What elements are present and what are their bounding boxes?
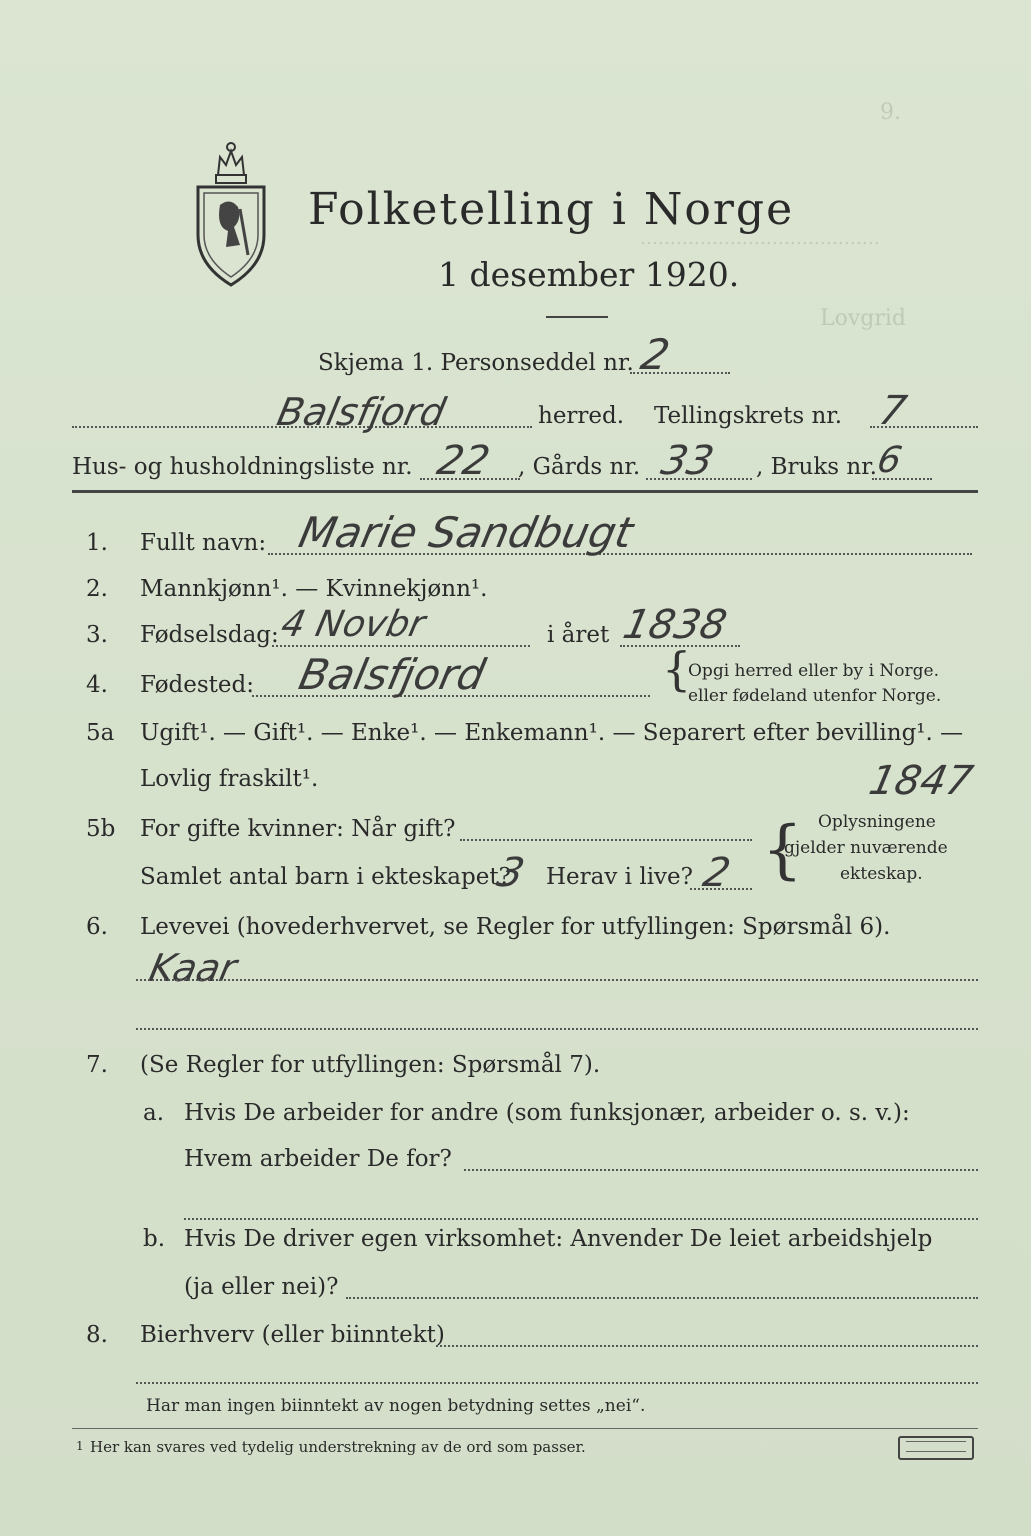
q6-number: 6. [86, 914, 108, 940]
q4-number: 4. [86, 672, 108, 698]
nei-note: Har man ingen biinntekt av nogen betydning settes „nei“. [146, 1396, 646, 1416]
q8-label: Bierhverv (eller biinntekt) [140, 1322, 445, 1348]
q5b-married-line [460, 839, 752, 841]
q4-note-2: eller fødeland utenfor Norge. [688, 686, 942, 706]
q7a-line-1 [464, 1169, 978, 1171]
q5b-note-1: Oplysningene [818, 812, 936, 832]
q7a-label: Hvis De arbeider for andre (som funksjonær, arbeider o. s. v.): [184, 1100, 910, 1126]
gards-value: 33 [657, 438, 718, 484]
q6-line-1 [136, 979, 978, 981]
q5a-number: 5a [86, 720, 115, 746]
gards-label: , Gårds nr. [518, 454, 641, 480]
herred-value: Balsfjord [273, 390, 450, 434]
q1-label: Fullt navn: [140, 530, 267, 556]
q3-number: 3. [86, 622, 108, 648]
form-date: 1 desember 1920. [438, 255, 740, 294]
census-form-page: 9. ….……………………………… Lovgrid Folketelling i Norge 1 desember 1920. Skjema 1. Personseddel nr. 2 Balsfjord herred. Tellingskrets nr. 7 Hus- og husholdningsliste nr. 22 , Gårds nr. 33 , Bruks nr. 6 1. Fullt navn: Marie Sandbugt 2. Mannkjønn¹. — Kvinnekjønn¹. 3. Fødselsdag: 4 Novbr i året 1838 4. Fødested: Balsfjord { Opgi herred eller by i Norge. eller fødeland utenfor Norge. 5a Ugift¹. — Gift¹. — Enke¹. — Enkemann¹. — Separert efter bevilling¹. — Lovlig fraskilt¹. 1847 5b For gifte kvinner: Når gift? Samlet antal barn i ekteskapet? 3 Herav i live? 2 { Oplysningene gjelder nuværende ekteskap. 6. Levevei (hovederhvervet, se Regler for utfyllingen: Spørsmål 6). Kaar 7. (Se Regler for utfyllingen: Spørsmål 7). a. Hvis De arbeider for andre (som funksjonær, arbeider o. s. v.): Hvem arbeider De for? b. Hvis De driver egen virksomhet: Anvender De leiet arbeidshjelp (ja eller nei)? 8. Bierhverv (eller biinntekt) Har man ingen biinntekt av nogen betydning settes „nei“. 1 Her kan svares ved tydelig understrekning av de ord som passer. [0, 0, 1031, 1536]
footnote-divider [72, 1428, 978, 1429]
q4-value: Balsfjord [294, 650, 490, 699]
husholdningsliste-label: Hus- og husholdningsliste nr. [72, 454, 413, 480]
footnote-text: Her kan svares ved tydelig understrekning av de ord som passer. [90, 1438, 586, 1456]
q5a-label: Ugift¹. — Gift¹. — Enke¹. — Enkemann¹. — Separert efter bevilling¹. — [140, 720, 964, 746]
q1-number: 1. [86, 530, 108, 556]
bruks-label: , Bruks nr. [756, 454, 877, 480]
q5b-alive-label: Herav i live? [546, 864, 693, 890]
q7b-label-2: (ja eller nei)? [184, 1274, 339, 1300]
q3-year-value: 1838 [619, 602, 731, 648]
q7b-letter: b. [143, 1226, 166, 1252]
q2-label: Mannkjønn¹. — Kvinnekjønn¹. [140, 576, 488, 602]
herred-label: herred. [538, 403, 625, 429]
schema-label: Skjema 1. Personseddel nr. [318, 350, 634, 376]
q5b-children-value: 3 [493, 850, 529, 896]
q3-label: Fødselsdag: [140, 622, 279, 648]
q7-number: 7. [86, 1052, 108, 1078]
q4-label: Fødested: [140, 672, 255, 698]
q7a-letter: a. [143, 1100, 165, 1126]
q5b-brace: { [762, 813, 803, 887]
q5a-label-2: Lovlig fraskilt¹. [140, 766, 319, 792]
q4-brace: { [662, 642, 692, 696]
q7a-label-2: Hvem arbeider De for? [184, 1146, 452, 1172]
q7b-label: Hvis De driver egen virksomhet: Anvender De leiet arbeidshjelp [184, 1226, 933, 1252]
q6-line-2 [136, 1028, 978, 1030]
printer-stamp [898, 1436, 974, 1460]
q8-line-1 [436, 1345, 978, 1347]
q4-note-1: Opgi herred eller by i Norge. [688, 661, 939, 681]
q5b-alive-value: 2 [699, 850, 735, 896]
q5b-note-2: gjelder nuværende [784, 838, 948, 858]
q6-label: Levevei (hovederhvervet, se Regler for utfyllingen: Spørsmål 6). [140, 914, 891, 940]
personseddel-nr-value: 2 [636, 330, 674, 379]
husholdningsliste-value: 22 [433, 438, 494, 484]
q5b-alive-line [690, 888, 752, 890]
q8-number: 8. [86, 1322, 108, 1348]
bruks-value: 6 [873, 440, 906, 481]
tellingskrets-label: Tellingskrets nr. [654, 403, 843, 429]
norway-coat-of-arms-icon [190, 135, 272, 290]
title-divider [546, 316, 608, 318]
q8-line-2 [136, 1382, 978, 1384]
q6-value: Kaar [145, 946, 241, 990]
form-title: Folketelling i Norge [308, 184, 795, 235]
q3-day-line [272, 645, 530, 647]
q2-number: 2. [86, 576, 108, 602]
q5b-note-3: ekteskap. [840, 864, 923, 884]
q7b-line [346, 1297, 978, 1299]
footnote-marker: 1 [76, 1439, 84, 1453]
q5b-children-label: Samlet antal barn i ekteskapet? [140, 864, 511, 890]
q1-value: Marie Sandbugt [294, 508, 638, 557]
q5a-margin-year: 1847 [865, 758, 977, 804]
q7a-line-2 [184, 1218, 978, 1220]
q7-label: (Se Regler for utfyllingen: Spørsmål 7). [140, 1052, 601, 1078]
q5b-label: For gifte kvinner: Når gift? [140, 816, 456, 842]
q3-year-label: i året [547, 622, 610, 648]
q3-day-value: 4 Novbr [277, 604, 429, 645]
section-divider [72, 490, 978, 493]
q5b-number: 5b [86, 816, 116, 842]
tellingskrets-value: 7 [875, 388, 911, 434]
